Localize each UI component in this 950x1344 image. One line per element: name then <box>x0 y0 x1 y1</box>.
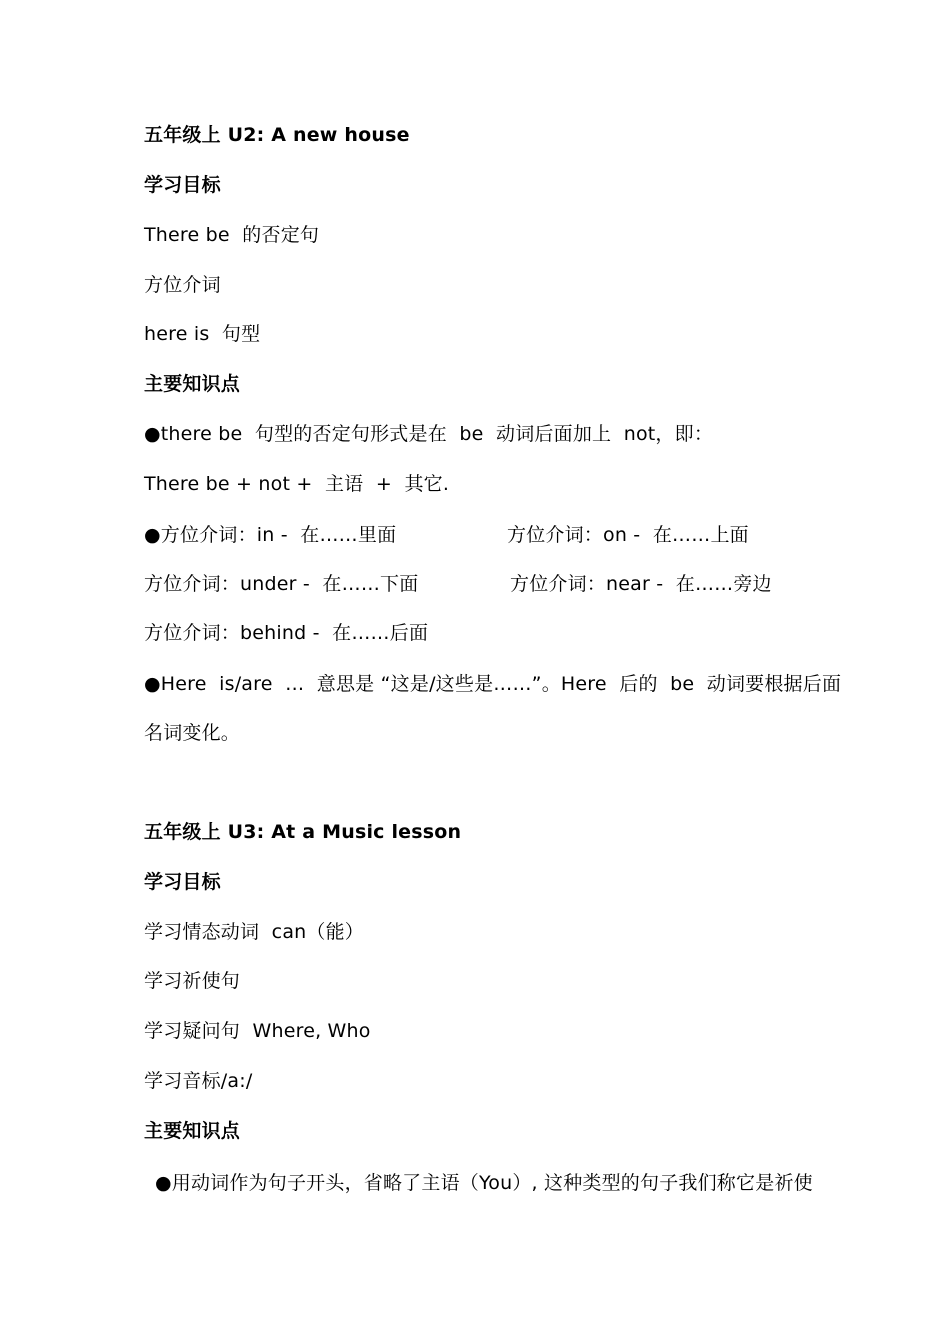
unit2-goal-3: here is 句型 <box>144 323 261 345</box>
unit3-points-heading: 主要知识点 <box>144 1120 241 1142</box>
unit2-formula: There be + not + 主语 + 其它. <box>144 473 450 495</box>
unit2-prep-under: 方位介词：under - 在……下面 <box>144 573 419 595</box>
unit2-point-there-be: ●there be 句型的否定句形式是在 be 动词后面加上 not，即： <box>144 423 714 445</box>
unit2-prep-on: 方位介词：on - 在……上面 <box>507 524 749 546</box>
unit3-goals-heading: 学习目标 <box>144 871 221 893</box>
unit3-goal-1: 学习情态动词 can（能） <box>144 921 365 943</box>
unit2-points-heading: 主要知识点 <box>144 373 241 395</box>
unit2-prep-behind: 方位介词：behind - 在……后面 <box>144 622 429 644</box>
unit2-here-is-line2: 名词变化。 <box>144 722 241 744</box>
unit3-goal-4: 学习音标/a:/ <box>144 1070 253 1092</box>
unit2-title: 五年级上 U2: A new house <box>144 124 410 146</box>
unit3-title: 五年级上 U3: At a Music lesson <box>144 821 462 843</box>
unit2-prep-in: ●方位介词：in - 在……里面 <box>144 524 397 546</box>
unit3-goal-3: 学习疑问句 Where, Who <box>144 1020 371 1042</box>
unit2-goal-1: There be 的否定句 <box>144 224 320 246</box>
unit2-goal-2: 方位介词 <box>144 274 221 296</box>
unit3-point-imperative: ●用动词作为句子开头，省略了主语（You）, 这种类型的句子我们称它是祈使 <box>155 1172 813 1194</box>
unit3-goal-2: 学习祈使句 <box>144 970 241 992</box>
unit2-goals-heading: 学习目标 <box>144 174 221 196</box>
unit2-here-is-line1: ●Here is/are … 意思是 “这是/这些是……”。Here 后的 be 动词要根据后面 <box>144 673 842 695</box>
unit2-prep-near: 方位介词：near - 在……旁边 <box>510 573 772 595</box>
